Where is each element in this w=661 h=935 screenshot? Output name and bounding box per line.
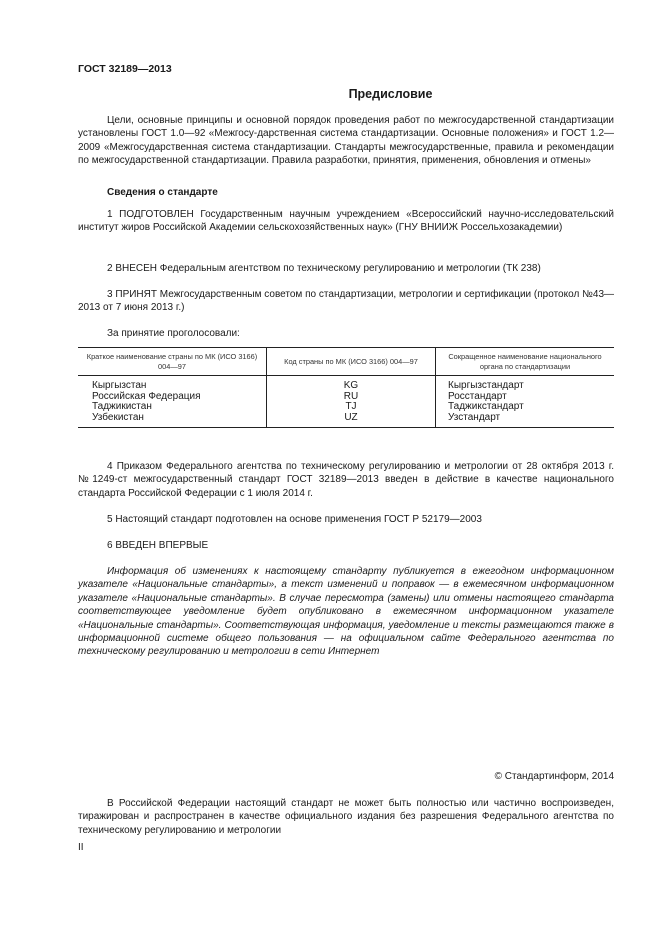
table-cell-country: Российская Федерация bbox=[92, 390, 201, 402]
table-cell-code: TJ bbox=[267, 402, 436, 413]
table-cell-code: UZ bbox=[267, 413, 436, 428]
info-note: Информация об изменениях к настоящему стандарту публикуется в ежегодном информационном указателе «Национальные стандарты», а текст изменений и поправок — в ежемесячном информационном указателе «Национальные стандарты». В случае пересмотра (замены) или отмены настоящего стандарта соответствующее уведомление будет опубликовано в ежемесячном информационном указателе «Национальные стандарты». Соответствующая информация, уведомление и тексты размещаются также в информационной системе общего пользования — на официальном сайте Федерального агентства по техническому регулированию и метрологии в сети Интернет bbox=[78, 566, 614, 658]
page-number: II bbox=[78, 842, 84, 853]
about-standard-heading: Сведения о стандарте bbox=[107, 187, 218, 198]
table-header-row bbox=[78, 348, 614, 376]
table-cell-country: Таджикистан bbox=[92, 401, 152, 413]
intro-paragraph: Цели, основные принципы и основной порядок проведения работ по межгосударственной стандартизации установлены ГОСТ 1.0—92 «Межгосу-дарственная система стандартизации. Основные положения» и ГОСТ 1.2—2009 «Межгосударственная система стандартизации. Стандарты межгосударственные, правила и рекомендации по межгосударственной стандартизации. Правила разработки, принятия, применения, обновления и отмены» bbox=[78, 115, 614, 167]
table-header-country: Краткое наименование страны по МК (ИСО 3166) 004—97 bbox=[78, 348, 267, 376]
item-order: 4 Приказом Федерального агентства по техническому регулированию и метрологии от 28 октября 2013 г. №1249-ст межгосударственный стандарт ГОСТ 32189—2013 введен в действие в качестве национального стандарта Российской Федерации с 1 июля 2014 г. bbox=[78, 461, 614, 499]
rights-notice: В Российской Федерации настоящий стандарт не может быть полностью или частично воспроизведен, тиражирован и распространен в качестве официального издания без разрешения Федерального агентства по техническому регулированию и метрологии bbox=[78, 798, 614, 836]
item-prepared: 1 ПОДГОТОВЛЕН Государственным научным учреждением «Всероссийский научно-исследовательский институт жиров Российской Академии сельскохозяйственных наук» (ГНУ ВНИИЖ Россельхозакадемии) bbox=[78, 209, 614, 234]
item-adopted: 3 ПРИНЯТ Межгосударственным советом по стандартизации, метрологии и сертификации (протокол №43—2013 от 7 июня 2013 г.) bbox=[78, 289, 614, 314]
item-submitted: 2 ВНЕСЕН Федеральным агентством по техническому регулированию и метрологии (ТК 238) bbox=[107, 263, 541, 274]
table-cell-code: RU bbox=[267, 392, 436, 403]
copyright-notice: © Стандартинформ, 2014 bbox=[494, 771, 614, 782]
item-introduced: 6 ВВЕДЕН ВПЕРВЫЕ bbox=[107, 540, 209, 551]
table-row bbox=[78, 376, 614, 392]
table-cell-body: Кыргызстандарт bbox=[436, 376, 615, 392]
table-cell-body: Таджикстандарт bbox=[436, 402, 615, 413]
table-cell-country: Узбекистан bbox=[78, 413, 267, 428]
page-title: Предисловие bbox=[348, 87, 433, 101]
voting-table bbox=[78, 347, 614, 428]
table-header-body: Сокращенное наименование национального органа по стандартизации bbox=[436, 348, 615, 376]
item-basis: 5 Настоящий стандарт подготовлен на основе применения ГОСТ Р 52179—2003 bbox=[107, 514, 482, 525]
table-cell-body: Узстандарт bbox=[436, 413, 615, 428]
table-cell-code: KG bbox=[267, 376, 436, 392]
table-cell-body: Росстандарт bbox=[436, 392, 615, 403]
table-row bbox=[78, 413, 614, 428]
voted-label: За принятие проголосовали: bbox=[107, 328, 240, 339]
document-code: ГОСТ 32189—2013 bbox=[78, 63, 172, 75]
table-header-code: Код страны по МК (ИСО 3166) 004—97 bbox=[267, 348, 436, 376]
table-cell-country: Кыргызстан bbox=[92, 380, 147, 391]
